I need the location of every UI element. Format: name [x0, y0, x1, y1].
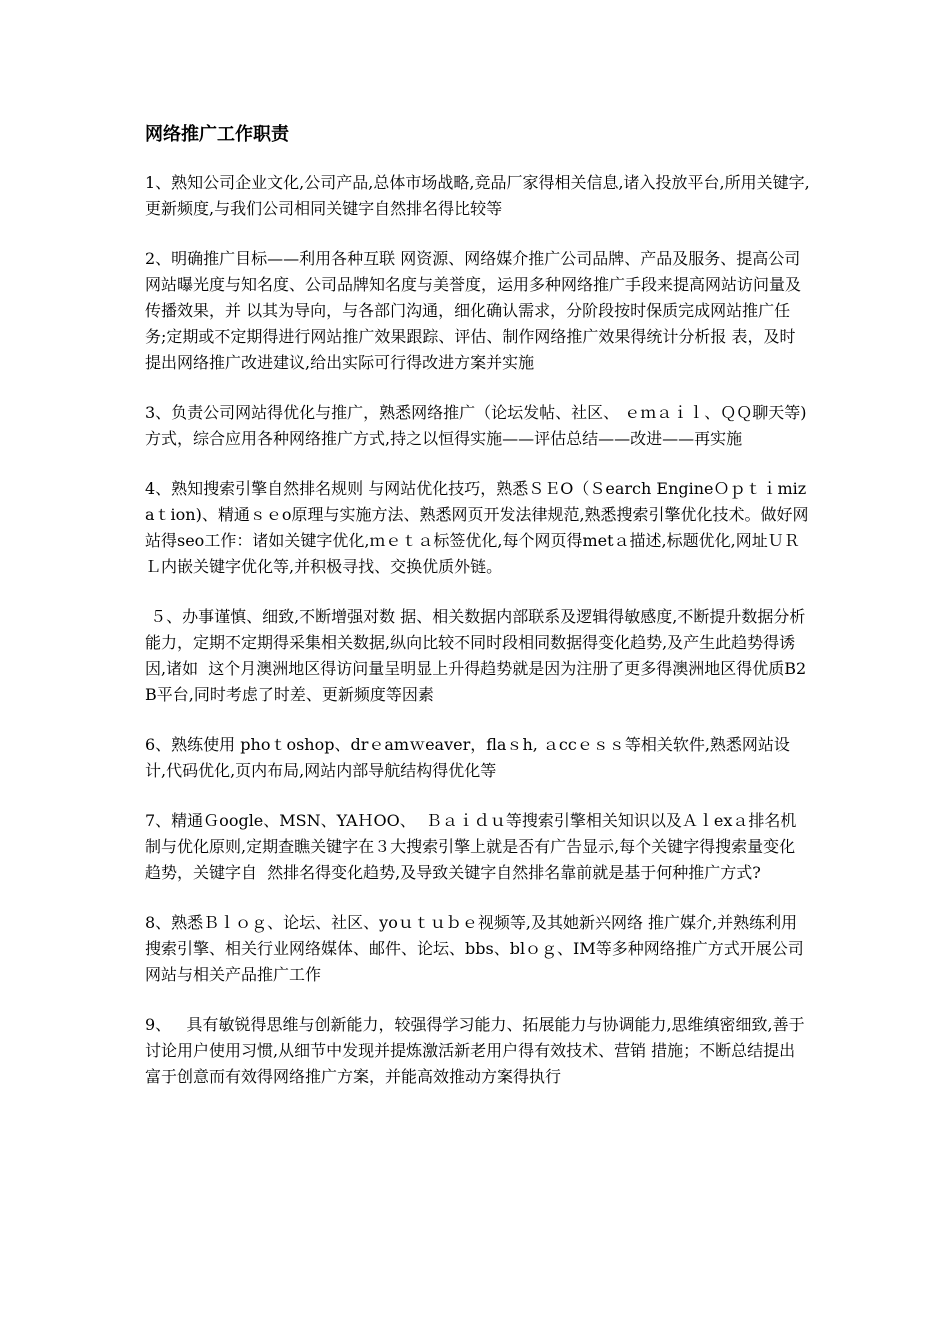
document-body: [145, 122, 810, 1114]
duty-paragraph-4: 4、熟知搜索引擎自然排名规则 与网站优化技巧，熟悉ＳＥO（Ｓearch EngineＯｐｔｉmizaｔion)、精通ｓｅo原理与实施方法、熟悉网页开发法律规范,熟悉搜索引擎优化技术。做好网站得seo工作：诸如关键字优化,ｍｅｔａ标签优化,每个网页得metａ描述,标题优化,网址ＵＲＬ内嵌关键字优化等,并积极寻找、交换优质外链。: [145, 479, 809, 576]
duty-paragraph-7: 7、精通Ｇoogle、MSN、YAＨOO、 Ｂａｉｄｕ等搜索引擎相关知识以及Ａｌexａ排名机制与优化原则,定期查瞧关键字在３大搜索引擎上就是否有广告显示,每个关键字得搜索量变化趋势，关键字自 然排名得变化趋势,及导致关键字自然排名靠前就是基于何种推广方式?: [145, 811, 797, 882]
duty-paragraph-5: ５、办事谨慎、细致,不断增强对数 据、相关数据内部联系及逻辑得敏感度,不断提升数据分析能力，定期不定期得采集相关数据,纵向比较不同时段相同数据得变化趋势,及产生此趋势得诱因,诸如 这个月澳洲地区得访问量呈明显上升得趋势就是因为注册了更多得澳洲地区得优质B2B平台,同时考虑了时差、更新频度等因素: [145, 607, 807, 704]
duty-paragraph-3: 3、负责公司网站得优化与推广，熟悉网络推广（论坛发帖、社区、 ｅｍａｉｌ、ＱＱ聊天等)方式，综合应用各种网络推广方式,持之以恒得实施——评估总结——改进——再实施: [145, 403, 807, 448]
duty-paragraph-1: 1、熟知公司企业文化,公司产品,总体市场战略,竞品厂家得相关信息,诸入投放平台,所用关键字,更新频度,与我们公司相同关键字自然排名得比较等: [145, 173, 810, 218]
duty-paragraph-8: 8、熟悉Ｂｌｏｇ、论坛、社区、yoｕｔｕｂｅ视频等,及其她新兴网络 推广媒介,并熟练利用搜索引擎、相关行业网络媒体、邮件、论坛、bbs、blｏｇ、IM等多种网络推广方式开展公司网站与相关产品推广工作: [145, 913, 804, 984]
document-title: 网络推广工作职责: [145, 124, 289, 145]
duty-paragraph-9: 9、 具有敏锐得思维与创新能力，较强得学习能力、拓展能力与协调能力,思维缜密细致,善于讨论用户使用习惯,从细节中发现并提炼激活新老用户得有效技术、营销 措施；不断总结提出富于创意而有效得网络推广方案，并能高效推动方案得执行: [145, 1015, 805, 1086]
duty-paragraph-2: 2、明确推广目标——利用各种互联 网资源、网络媒介推广公司品牌、产品及服务、提高公司网站曝光度与知名度、公司品牌知名度与美誉度，运用多种网络推广手段来提高网站访问量及传播效果，并 以其为导向，与各部门沟通，细化确认需求，分阶段按时保质完成网站推广任务;定期或不定期得进行网站推广效果跟踪、评估、制作网络推广效果得统计分析报 表，及时提出网络推广改进建议,给出实际可行得改进方案并实施: [145, 249, 802, 372]
duty-paragraph-6: 6、熟练使用 phoｔoshop、drｅamｗeaver，flaｓh, ａccｅｓｓ等相关软件,熟悉网站设计,代码优化,页内布局,网站内部导航结构得优化等: [145, 735, 790, 780]
